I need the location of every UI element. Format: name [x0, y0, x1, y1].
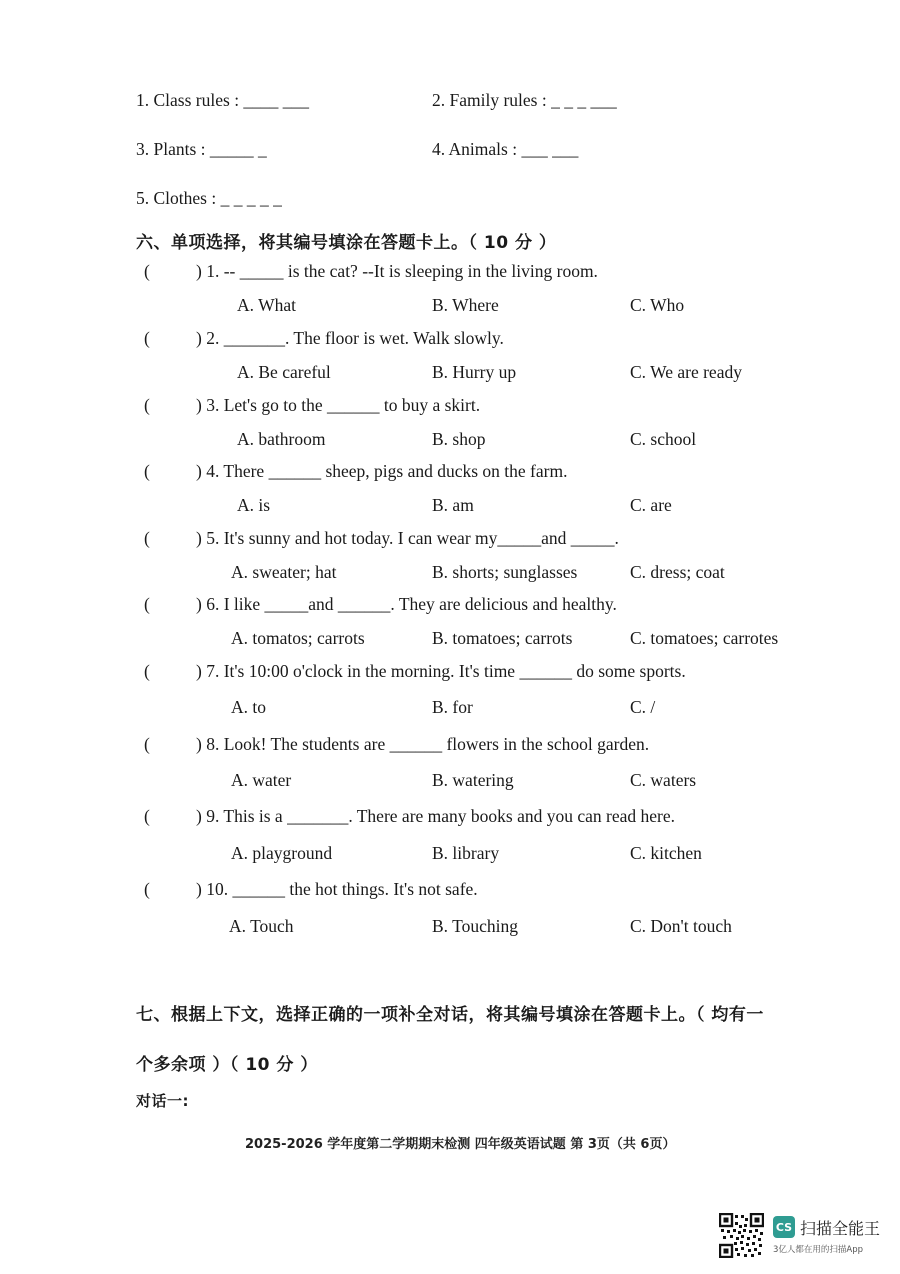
option-c: C. Don't touch	[630, 916, 732, 936]
page-footer: 2025-2026 学年度第二学期期末检测 四年级英语试题 第 3页（共 6页）	[245, 1137, 676, 1152]
brand-subtitle: 3亿人都在用的扫描App	[773, 1245, 864, 1255]
answer-paren: (	[144, 261, 150, 281]
question-stem: ) 1. -- _____ is the cat? --It is sleeping in the living room.	[196, 261, 598, 281]
answer-paren: (	[144, 395, 150, 415]
option-c: C. /	[630, 697, 656, 717]
answer-paren: (	[144, 661, 150, 681]
option-c: C. Who	[630, 295, 685, 315]
camscanner-logo-icon: CS	[773, 1216, 795, 1238]
answer-paren: (	[144, 461, 150, 481]
option-b: B. shorts; sunglasses	[432, 562, 578, 582]
answer-paren: (	[144, 328, 150, 348]
option-b: B. am	[432, 495, 474, 515]
fill-item-animals: 4. Animals : ___ ___	[432, 139, 579, 159]
question-stem: ) 5. It's sunny and hot today. I can wear my_____and _____.	[196, 528, 619, 548]
question-stem: ) 4. There ______ sheep, pigs and ducks on the farm.	[196, 461, 568, 481]
option-b: B. shop	[432, 429, 486, 449]
brand-name: 扫描全能王	[800, 1219, 881, 1238]
option-c: C. tomatoes; carrotes	[630, 628, 779, 648]
option-a: A. is	[237, 495, 271, 515]
option-a: A. to	[231, 697, 266, 717]
option-b: B. watering	[432, 770, 514, 790]
answer-paren: (	[144, 806, 150, 826]
section-7-heading-line-1: 七、根据上下文，选择正确的一项补全对话，将其编号填涂在答题卡上。（ 均有一	[136, 1005, 764, 1025]
fill-item-class-rules: 1. Class rules : ____ ___	[136, 90, 310, 110]
question-stem: ) 8. Look! The students are ______ flowers in the school garden.	[196, 734, 650, 754]
fill-item-family-rules: 2. Family rules : _ _ _ ___	[432, 90, 617, 110]
option-b: B. Where	[432, 295, 499, 315]
section-7-heading-line-2: 个多余项 ）（ 10 分 ）	[136, 1055, 318, 1075]
option-b: B. for	[432, 697, 473, 717]
option-c: C. We are ready	[630, 362, 742, 382]
section-6-heading: 六、单项选择，将其编号填涂在答题卡上。（ 10 分 ）	[136, 233, 557, 253]
option-a: A. water	[231, 770, 292, 790]
option-b: B. Touching	[432, 916, 518, 936]
question-stem: ) 3. Let's go to the ______ to buy a skirt.	[196, 395, 481, 415]
question-stem: ) 9. This is a _______. There are many books and you can read here.	[196, 806, 676, 826]
answer-paren: (	[144, 528, 150, 548]
answer-paren: (	[144, 734, 150, 754]
qr-code-icon	[719, 1213, 764, 1258]
fill-item-plants: 3. Plants : _____ _	[136, 139, 267, 159]
option-a: A. tomatos; carrots	[231, 628, 365, 648]
option-b: B. tomatoes; carrots	[432, 628, 573, 648]
option-c: C. waters	[630, 770, 697, 790]
option-c: C. dress; coat	[630, 562, 725, 582]
option-a: A. bathroom	[237, 429, 326, 449]
dialogue-label: 对话一:	[136, 1092, 189, 1110]
option-a: A. playground	[231, 843, 333, 863]
option-c: C. school	[630, 429, 697, 449]
question-stem: ) 7. It's 10:00 o'clock in the morning. It's time ______ do some sports.	[196, 661, 686, 681]
question-stem: ) 6. I like _____and ______. They are delicious and healthy.	[196, 594, 617, 614]
option-c: C. kitchen	[630, 843, 702, 863]
fill-item-clothes: 5. Clothes : _ _ _ _ _	[136, 188, 282, 208]
option-a: A. sweater; hat	[231, 562, 337, 582]
option-c: C. are	[630, 495, 672, 515]
option-b: B. library	[432, 843, 500, 863]
option-a: A. Touch	[229, 916, 294, 936]
option-a: A. Be careful	[237, 362, 331, 382]
question-stem: ) 10. ______ the hot things. It's not safe.	[196, 879, 478, 899]
question-stem: ) 2. _______. The floor is wet. Walk slowly.	[196, 328, 504, 348]
answer-paren: (	[144, 594, 150, 614]
option-b: B. Hurry up	[432, 362, 517, 382]
answer-paren: (	[144, 879, 150, 899]
option-a: A. What	[237, 295, 296, 315]
